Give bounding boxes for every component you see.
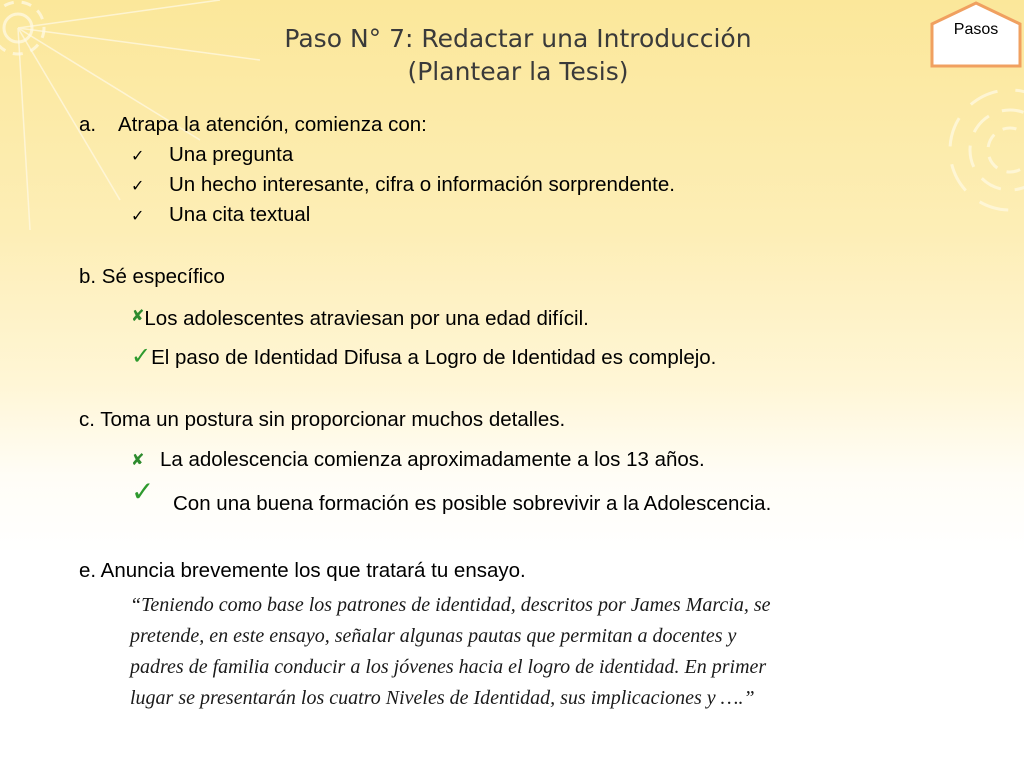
quote-line: pretende, en este ensayo, señalar algunas pautas que permitan a docentes y [130,625,737,647]
list-item-label: Una pregunta [169,143,294,166]
check-icon: ✓ [131,146,145,165]
quote-line: padres de familia conducir a los jóvenes hacia el logro de identidad. En primer [130,656,767,678]
title-line-2: (Plantear la Tesis) [407,57,629,86]
quote-line: “Teniendo como base los patrones de identidad, descritos por James Marcia, se [130,594,771,616]
section-a-heading: Atrapa la atención, comienza con: [118,113,427,136]
thesis-quote [130,590,970,714]
check-icon: ✓ [131,342,152,370]
bad-example [131,304,589,331]
section-e-heading: e. Anuncia brevemente los que tratará tu ensayo. [79,559,526,582]
bad-example-text: La adolescencia comienza aproximadamente a los 13 años. [160,448,705,471]
section-c-heading: c. Toma un postura sin proporcionar muchos detalles. [79,408,566,431]
list-item [131,203,311,228]
cross-icon: ✘ [131,450,145,469]
quote-line: lugar se presentarán los cuatro Niveles de Identidad, sus implicaciones y ….” [130,687,755,709]
check-icon: ✓ [131,475,155,508]
title-line-1: Paso N° 7: Redactar una Introducción [284,24,752,53]
list-item [131,173,675,198]
list-item-label: Una cita textual [169,203,311,226]
good-example-text: El paso de Identidad Difusa a Logro de Identidad es complejo. [151,346,717,369]
list-item-label: Un hecho interesante, cifra o información sorprendente. [169,173,675,196]
bad-example-text: Los adolescentes atraviesan por una edad difícil. [144,307,589,330]
good-example [131,344,716,370]
slide-title [200,22,836,88]
check-icon: ✓ [131,206,145,225]
list-item [131,143,294,168]
section-b-heading: b. Sé específico [79,265,225,288]
bad-example [131,448,705,475]
check-icon: ✓ [131,176,145,195]
good-example-text: Con una buena formación es posible sobrevivir a la Adolescencia. [173,492,772,515]
pasos-button-label: Pasos [953,21,999,38]
pasos-home-button[interactable] [928,0,1024,70]
section-a-marker: a. [79,113,97,136]
cross-icon: ✘ [131,306,145,325]
